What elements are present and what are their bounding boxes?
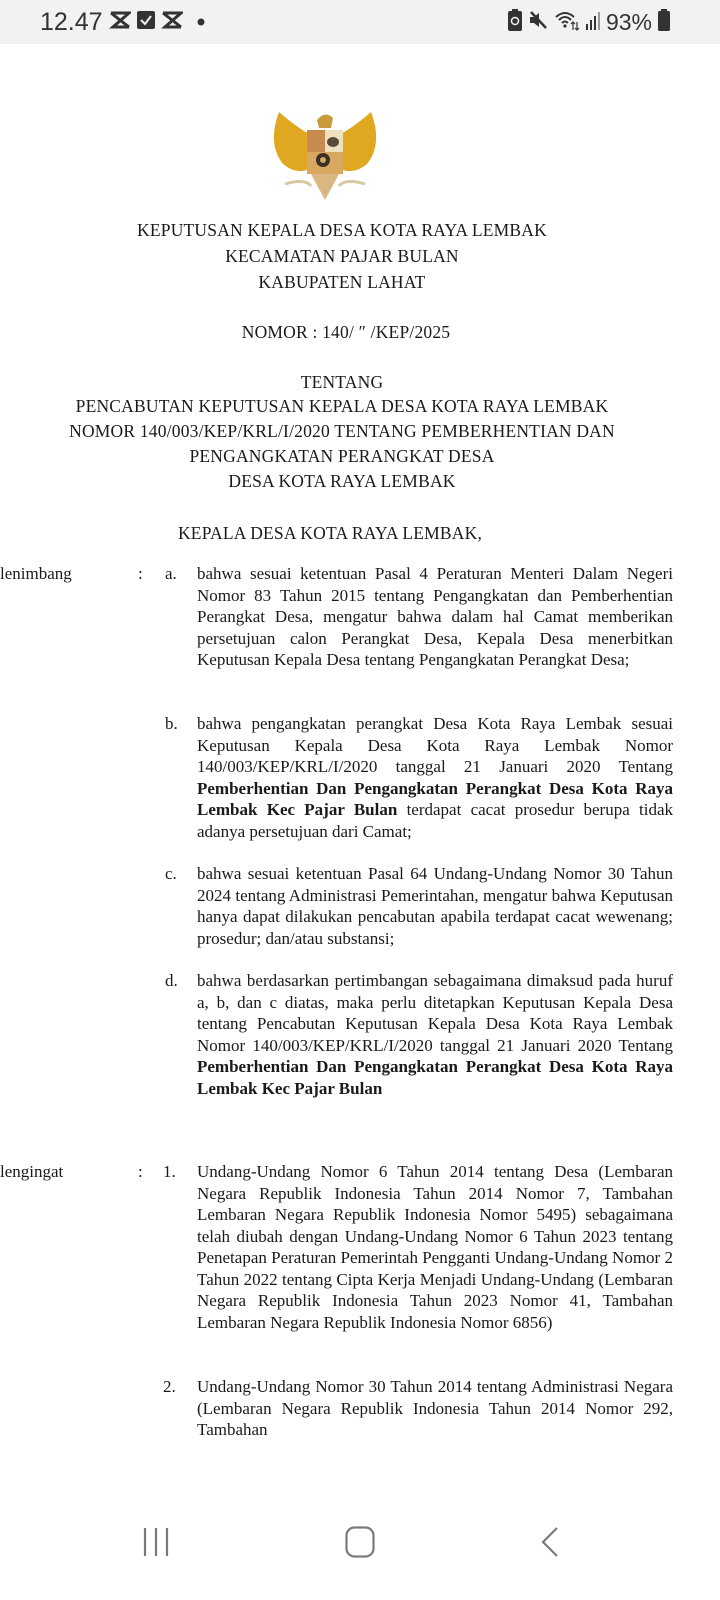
menimbang-item-b	[197, 713, 673, 842]
status-bar	[0, 0, 720, 44]
menimbang-marker-a: a.	[165, 564, 177, 583]
recent-apps-button[interactable]	[126, 1522, 186, 1566]
capcut-notification-icon	[109, 11, 131, 34]
back-button[interactable]	[520, 1522, 580, 1566]
title-line-2: NOMOR 140/003/KEP/KRL/I/2020 TENTANG PEMBERHENTIAN DAN	[69, 421, 615, 441]
mengingat-colon: :	[138, 1162, 143, 1181]
item-d-text: bahwa berdasarkan pertimbangan sebagaimana dimaksud pada huruf a, b, dan c diatas, maka perlu ditetapkan Keputusan Kepala Desa tentang Pencabutan Keputusan Kepala Desa Kota Raya Lembak Nomor 140/003/KEP/KRL/I/2020 tanggal 21 Januari 2020 Tentang	[197, 971, 673, 1055]
menimbang-marker-d: d.	[165, 971, 178, 990]
recent-apps-icon	[142, 1527, 170, 1562]
header-line-1: KEPUTUSAN KEPALA DESA KOTA RAYA LEMBAK	[137, 220, 547, 240]
checkbox-notification-icon	[137, 11, 155, 34]
item-b-text: bahwa pengangkatan perangkat Desa Kota Raya Lembak sesuai Keputusan Kepala Desa Kota Raya Lembak Nomor 140/003/KEP/KRL/I/2020 tanggal 21 Januari 2020 Tentang	[197, 714, 673, 776]
title-line-4: DESA KOTA RAYA LEMBAK	[228, 471, 456, 491]
garuda-emblem	[265, 104, 385, 212]
item-d-bold-title: Pemberhentian Dan Pengangkatan Perangkat Desa Kota Raya Lembak Kec Pajar Bulan	[197, 1057, 673, 1098]
back-icon	[540, 1526, 560, 1563]
item-b-bold-title: Pemberhentian Dan Pengangkatan Perangkat Desa Kota Raya Lembak Kec Pajar Bulan	[197, 778, 673, 819]
tentang-label: TENTANG	[300, 372, 384, 392]
menimbang-marker-c: c.	[165, 864, 177, 883]
mengingat-label: lengingat	[0, 1162, 64, 1181]
mute-icon	[528, 10, 548, 35]
navigation-bar	[0, 1484, 720, 1600]
title-line-3: PENGANGKATAN PERANGKAT DESA	[189, 446, 495, 466]
menimbang-label: lenimbang	[0, 564, 72, 583]
battery-saver-icon	[508, 9, 522, 36]
menimbang-item-a: bahwa sesuai ketentuan Pasal 4 Peraturan Menteri Dalam Negeri Nomor 83 Tahun 2015 tentang Pengangkatan dan Pemberhentian Perangkat Desa, mengatur bahwa dalam hal Camat memberikan persetujuan calon Perangkat Desa, Kepala Desa menerbitkan Keputusan Kepala Desa tentang Pengangkatan Perangkat Desa;	[197, 564, 673, 669]
mengingat-marker-1: 1.	[163, 1162, 176, 1181]
item-b-text-end: terdapat cacat prosedur berupa tidak adanya persetujuan dari Camat;	[197, 800, 673, 841]
header-line-3: KABUPATEN LAHAT	[258, 272, 426, 292]
header-line-2: KECAMATAN PAJAR BULAN	[225, 246, 459, 266]
home-icon	[345, 1526, 375, 1563]
capcut-notification-icon	[161, 11, 183, 34]
battery-percentage: 93%	[605, 8, 652, 35]
wifi-icon	[554, 9, 580, 36]
menimbang-item-d	[197, 970, 673, 1099]
home-button[interactable]	[330, 1522, 390, 1566]
document-page[interactable]	[0, 44, 720, 1484]
title-line-1: PENCABUTAN KEPUTUSAN KEPALA DESA KOTA RAYA LEMBAK	[75, 396, 609, 416]
mengingat-item-2: Undang-Undang Nomor 30 Tahun 2014 tentang Administrasi Negara (Lembaran Negara Republik Indonesia Tahun 2014 Nomor 292, Tambahan	[197, 1377, 673, 1439]
battery-icon	[658, 9, 670, 36]
issuer-heading: KEPALA DESA KOTA RAYA LEMBAK,	[177, 523, 483, 543]
menimbang-colon: :	[138, 564, 143, 583]
signal-icon	[586, 10, 600, 35]
decree-number: NOMOR : 140/ ″ /KEP/2025	[241, 322, 451, 342]
menimbang-marker-b: b.	[165, 714, 178, 733]
mengingat-item-1: Undang-Undang Nomor 6 Tahun 2014 tentang Desa (Lembaran Negara Republik Indonesia Tahun 2014 Nomor 7, Tambahan Lembaran Negara Republik Indonesia Nomor 5495) sebagaimana telah diubah dengan Undang-Undang Nomor 6 Tahun 2023 tentang Penetapan Peraturan Pemerintah Pengganti Undang-Undang Nomor 2 Tahun 2022 tentang Cipta Kerja Menjadi Undang-Undang (Lembaran Negara Republik Indonesia Tahun 2023 Nomor 41, Tambahan Lembaran Negara Republik Indonesia Nomor 6856)	[197, 1162, 673, 1332]
mengingat-marker-2: 2.	[163, 1377, 176, 1396]
dot-icon	[197, 13, 205, 31]
menimbang-item-c: bahwa sesuai ketentuan Pasal 64 Undang-Undang Nomor 30 Tahun 2024 tentang Administrasi Pemerintahan, mengatur bahwa Keputusan hanya dapat dilakukan pencabutan apabila terdapat cacat wewenang; prosedur; dan/atau substansi;	[197, 864, 673, 948]
clock: 12.47	[40, 7, 103, 36]
